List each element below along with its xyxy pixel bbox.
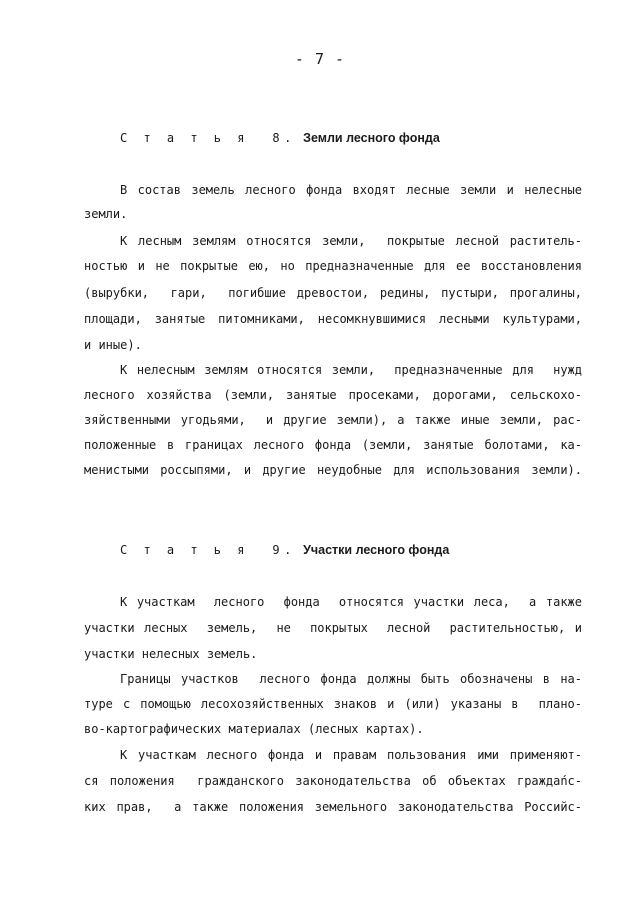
article-8-title: Земли лесного фонда [303, 131, 440, 145]
article-8-line: площади, занятые питомниками, несомкнувшимися лесными культурами, [84, 312, 582, 326]
article-9-title: Участки лесного фонда [303, 543, 450, 557]
article-8-line: В состав земель лесного фонда входят лесные земли и нелесные [120, 183, 582, 197]
page-number: - 7 - [294, 50, 346, 68]
article-8-line: и иные). [84, 338, 142, 352]
article-9-line: ся положения гражданского законодательства об объектах граждańс- [84, 774, 582, 788]
article-9-line: К участкам лесного фонда относятся участки леса, а также [120, 595, 582, 609]
article-9-line: участки нелесных земель. [84, 647, 258, 661]
article-8-label: С т а т ь я 8. [120, 131, 296, 145]
article-9-line: ких прав, а также положения земельного законодательства Российс- [84, 800, 582, 814]
article-9-line: К участкам лесного фонда и правам пользования ими применяют- [120, 748, 582, 762]
article-9-line: участки лесных земель, не покрытых лесной растительностью, и [84, 621, 582, 635]
article-9-heading [120, 542, 449, 558]
article-8-heading [120, 130, 440, 146]
article-8-line: ностью и не покрытые ею, но предназначенные для ее восстановления [84, 259, 582, 273]
article-9-line: Границы участков лесного фонда должны быть обозначены в на- [120, 672, 582, 686]
article-8-line: К лесным землям относятся земли, покрытые лесной раститель- [120, 234, 582, 248]
article-9-line: во-картографических материалах (лесных картах). [84, 722, 424, 736]
article-8-line: К нелесным землям относятся земли, предназначенные для нужд [120, 363, 582, 377]
article-8-line: зяйственными угодьями, и другие земли), а также иные земли, рас- [84, 413, 582, 427]
article-8-line: (вырубки, гари, погибшие древостои, редины, пустыри, прогалины, [84, 286, 582, 300]
article-8-line: земли. [84, 207, 128, 221]
article-8-line: менистыми россыпями, и другие неудобные для использования земли). [84, 463, 582, 477]
article-9-line: туре с помощью лесохозяйственных знаков и (или) указаны в плано- [84, 697, 582, 711]
article-9-label: С т а т ь я 9. [120, 543, 296, 557]
article-8-line: лесного хозяйства (земли, занятые просеками, дорогами, сельскохо- [84, 388, 582, 402]
article-8-line: положенные в границах лесного фонда (земли, занятые болотами, ка- [84, 438, 582, 452]
